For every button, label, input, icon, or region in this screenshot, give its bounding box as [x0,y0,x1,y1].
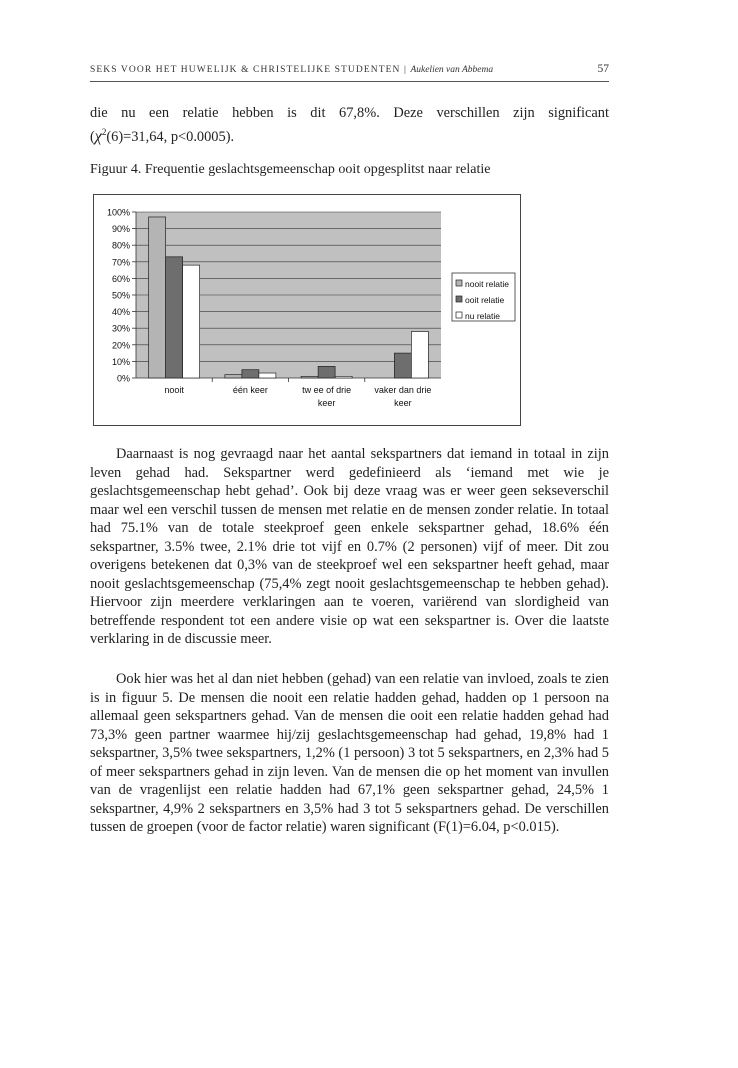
bar-nu-relatie-2 [335,376,352,378]
intro-paragraph: die nu een relatie hebben is dit 67,8%. Deze verschillen zijn significant ($\chi^2(6)=31,64$, p<0.0005). [90,105,609,145]
bar-ooit-relatie-0 [166,257,183,378]
chi-square-symbol: χ [94,127,102,145]
y-tick-label: 20% [111,340,130,351]
author-name: Aukelien van Abbema [410,65,494,75]
page-number: 57 [597,63,609,75]
legend-label: nooit relatie [465,279,509,289]
y-tick-label: 50% [111,290,130,301]
y-tick-label: 80% [111,240,130,251]
bar-nu-relatie-3 [411,332,428,378]
x-tick-label: nooit [164,385,184,395]
paragraph-sekspartners: Daarnaast is nog gevraagd naar het aantal sekspartners dat iemand in totaal in zijn leven gehad had. Sekspartner werd gedefinieerd als ‘iemand met wie je geslachtsgemeenschap hebt gehad’. Ook bij deze vraag was er weer geen sekseverschil maar wel een verschil tussen de mensen met relatie en de mensen zonder relatie. In totaal had 75.1% van de totale steekproef geen enkele sekspartner gehad, 18.6% één sekspartner, 3.5% twee, 2.1% drie tot vijf en 0.7% (2 personen) vijf of meer. Dit zou overigens betekenen dat 0,3% van de steekproef wel een sekspartner heeft gehad, maar nooit geslachtsgemeenschap (75,4% zegt nooit geslachtsgemeenschap te hebben gehad). Hiervoor zijn meerdere verklaringen aan te voeren, variërend van slordigheid van betreffende respondent tot een andere visie op wat een sekspartner is. Over die laatste verklaring in de discussie meer. [90,446,609,647]
x-tick-label: keer [317,398,336,408]
legend-swatch [456,280,462,286]
y-tick-label: 10% [111,356,130,367]
y-tick-label: 60% [111,273,130,284]
bar-nooit-relatie-1 [225,375,242,378]
y-tick-label: 40% [111,307,130,318]
bar-nooit-relatie-2 [301,376,318,378]
x-tick-label: keer [394,398,412,408]
y-tick-label: 100% [106,207,130,218]
figure-caption: Figuur 4. Frequentie geslachtsgemeenschap ooit opgesplitst naar relatie [90,162,491,177]
bar-ooit-relatie-3 [394,353,411,378]
chart-canvas [94,195,520,425]
y-tick-label: 90% [111,224,130,235]
bar-ooit-relatie-1 [242,370,259,378]
x-tick-label: vaker dan drie [374,385,432,395]
bar-ooit-relatie-2 [318,366,335,378]
x-tick-label: één keer [232,385,268,395]
bar-chart [93,194,521,426]
bar-nooit-relatie-0 [149,217,166,378]
paragraph-relatie-invloed: Ook hier was het al dan niet hebben (gehad) van een relatie van invloed, zoals te zien is in figuur 5. De mensen die nooit een relatie hadden gehad, hadden op 1 persoon na allemaal geen sekspartners gehad. Van de mensen die ooit een relatie hadden gehad had 73,3% geen partner waarmee hij/zij geslachtsgemeenschap had gehad, 19,8% had 1 sekspartner, 3,5% twee sekspartners, 1,2% (1 persoon) 3 tot 5 sekspartners, en 2,3% had 5 of meer sekspartners gehad in zijn leven. Van de mensen die op het moment van invullen van de vragenlijst een relatie hadden had 67,1% geen sekspartner gehad, 24,5% 1 sekspartner, 4,9% 2 sekspartners en 3,5% had 3 tot 5 sekspartners gehad. De verschillen tussen de groepen (voor de factor relatie) waren significant (F(1)=6.04, p<0.015). [90,671,609,835]
running-title: SEKS VOOR HET HUWELIJK & CHRISTELIJKE STUDENTEN | Aukelien van Abbema [90,65,494,75]
y-tick-label: 0% [116,373,130,384]
legend-label: ooit relatie [465,295,505,305]
running-header [90,63,609,82]
y-tick-label: 30% [111,323,130,334]
bar-nu-relatie-1 [259,373,276,378]
legend-swatch [456,296,462,302]
y-tick-label: 70% [111,257,130,268]
x-tick-label: tw ee of drie [302,385,352,395]
legend-label: nu relatie [465,311,500,321]
bar-nu-relatie-0 [183,265,200,378]
legend-swatch [456,312,462,318]
